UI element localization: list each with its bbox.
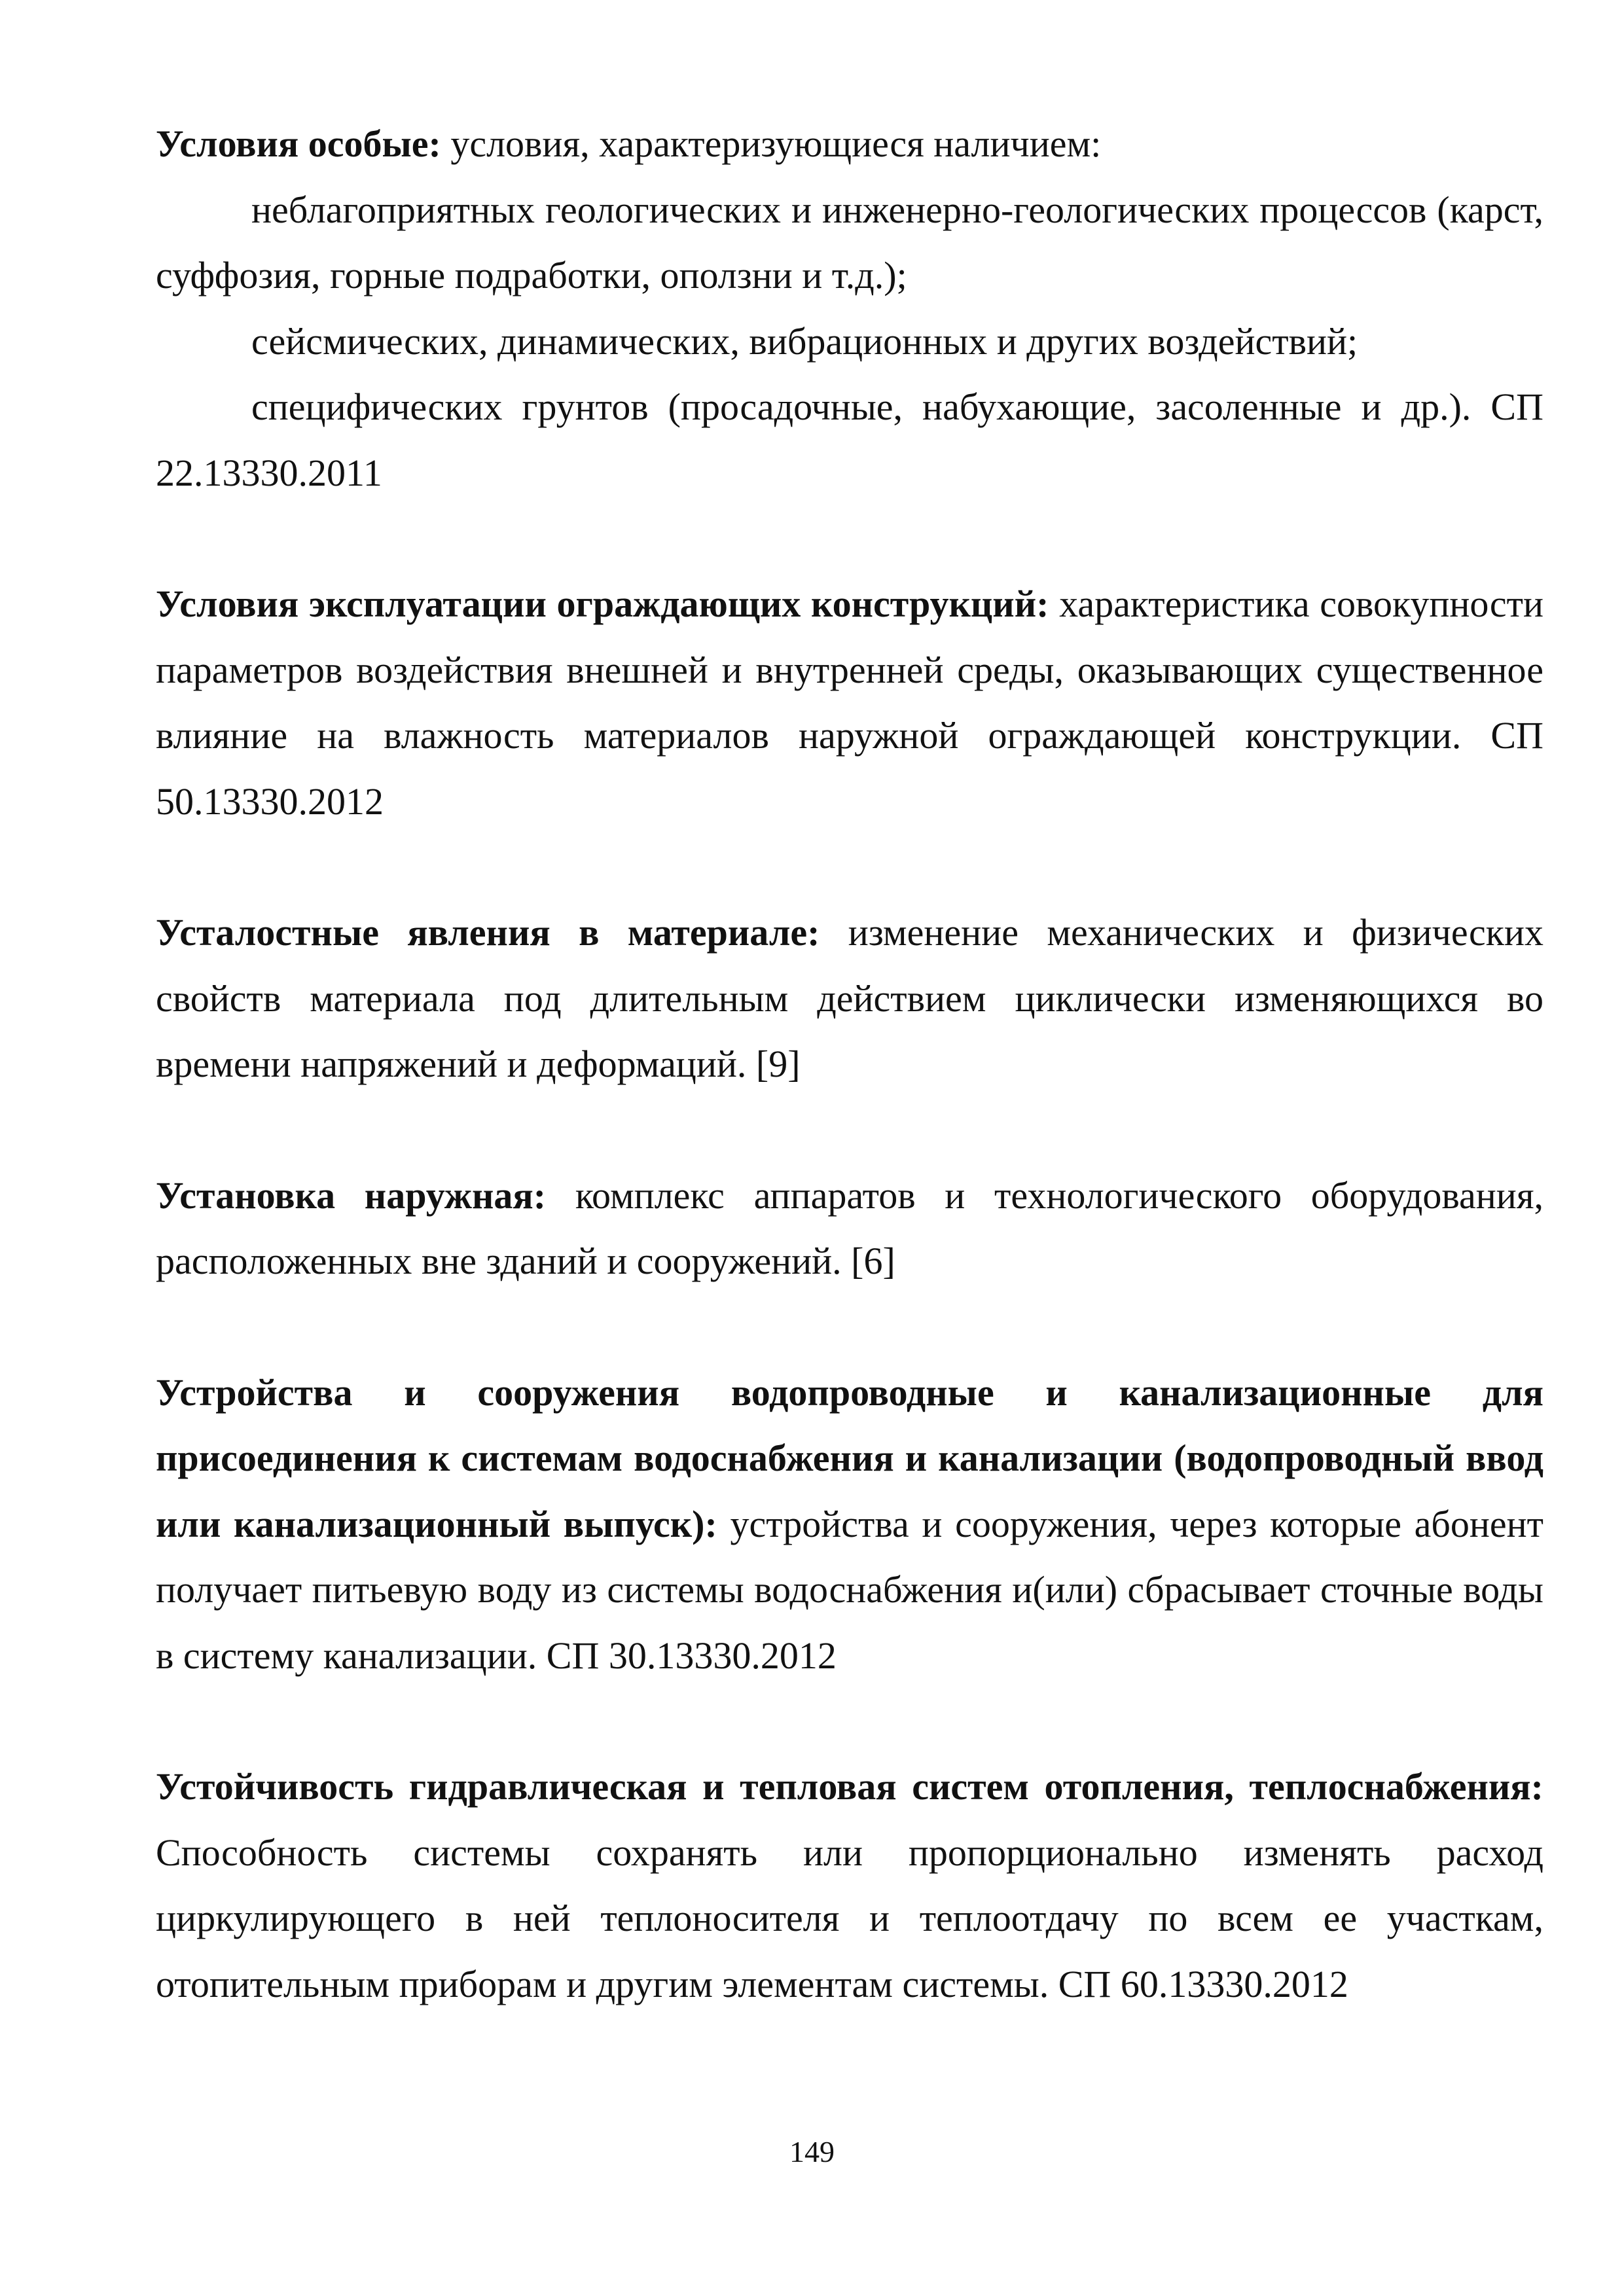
entry-term: Условия особые:	[156, 122, 441, 165]
entry-definition: характеристика совокупности параметров воздействия внешней и внутренней среды, оказывающих существенное влияние на влажность материалов наружной ограждающей конструкции. СП 50.13330.2012	[156, 583, 1543, 823]
page-content	[156, 111, 1543, 2017]
glossary-entry-water-sewer-devices	[156, 1360, 1543, 1689]
glossary-entry-operating-conditions	[156, 571, 1543, 834]
entry-definition: условия, характеризующиеся наличием:	[450, 122, 1102, 165]
glossary-entry-outdoor-installation	[156, 1163, 1543, 1295]
entry-term: Усталостные явления в материале:	[156, 911, 820, 954]
glossary-entry-special-conditions	[156, 111, 1543, 506]
entry-term: Установка наружная:	[156, 1174, 547, 1217]
entry-subitem: сейсмических, динамических, вибрационных и других воздействий;	[251, 319, 1358, 363]
entry-subitem: специфических грунтов (просадочные, набухающие, засоленные и др.). СП 22.13330.2011	[156, 386, 1543, 494]
entry-definition: Способность системы сохранять или пропорционально изменять расход циркулирующего в ней теплоносителя и теплоотдачу по всем ее участкам, отопительным приборам и другим элементам системы. СП 60.13330.2012	[156, 1831, 1543, 2005]
entry-definition: устройства и сооружения, через которые абонент получает питьевую воду из системы водоснабжения и(или) сбрасывает сточные воды в систему канализации. СП 30.13330.2012	[156, 1502, 1544, 1677]
entry-term: Условия эксплуатации ограждающих конструкций:	[156, 583, 1049, 625]
page-number: 149	[789, 2135, 835, 2168]
entry-definition: комплекс аппаратов и технологического оборудования, расположенных вне зданий и сооружений. [6]	[156, 1174, 1544, 1282]
entry-subitem: неблагоприятных геологических и инженерно-геологических процессов (карст, суффозия, горные подработки, оползни и т.д.);	[156, 188, 1543, 296]
entry-definition: изменение механических и физических свойств материала под длительным действием циклически изменяющихся во времени напряжений и деформаций. [9]	[156, 911, 1544, 1085]
entry-term: Устройства и сооружения водопроводные и канализационные для присоединения к системам водоснабжения и канализации (водопроводный ввод или канализационный выпуск):	[156, 1371, 1543, 1545]
entry-term: Устойчивость гидравлическая и тепловая систем отопления, теплоснабжения:	[156, 1765, 1543, 1808]
glossary-entry-hydraulic-stability	[156, 1754, 1543, 2017]
glossary-entry-fatigue	[156, 900, 1543, 1098]
